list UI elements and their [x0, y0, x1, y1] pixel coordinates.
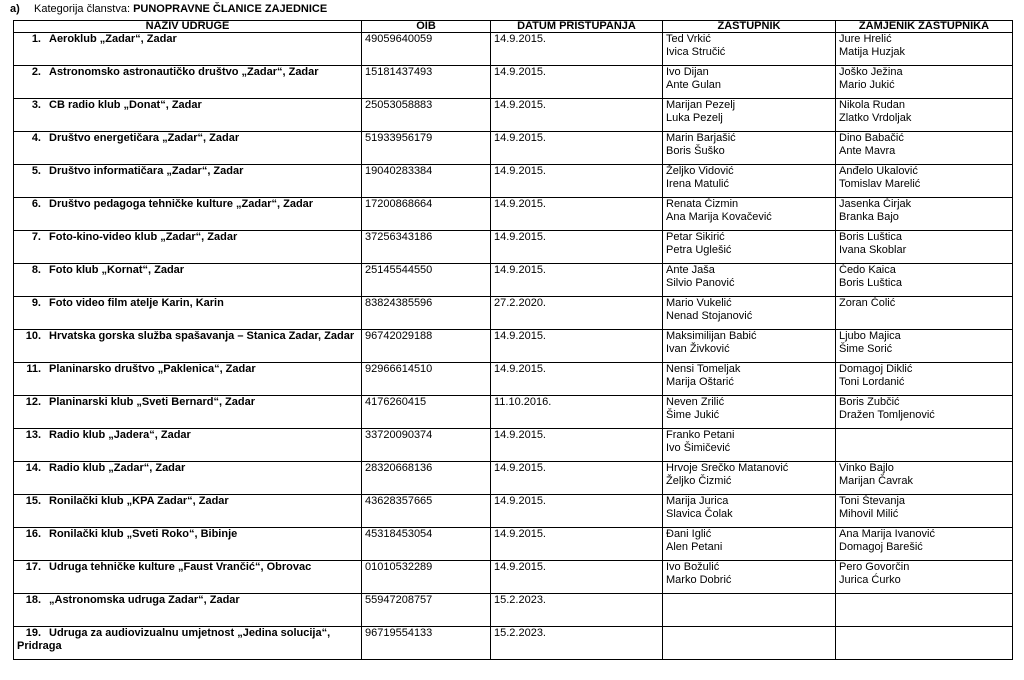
table-row	[14, 330, 1013, 363]
cell-association-name	[14, 429, 362, 462]
cell-representative	[663, 396, 836, 429]
cell-join-date: 14.9.2015.	[491, 528, 663, 561]
cell-representative	[663, 594, 836, 627]
row-number: 15.	[25, 495, 41, 507]
cell-association-name	[14, 561, 362, 594]
cell-deputy	[836, 396, 1013, 429]
cell-representative	[663, 33, 836, 66]
cell-oib: 49059640059	[362, 33, 491, 66]
representative-name: Šime Jukić	[666, 408, 720, 421]
deputy-name: Čedo Kaica	[839, 264, 896, 276]
table-row	[14, 165, 1013, 198]
cell-join-date: 14.9.2015.	[491, 33, 663, 66]
deputy-name: Nikola Rudan	[839, 99, 906, 111]
association-name: CB radio klub „Donat“, Zadar	[49, 99, 202, 111]
column-header-date: DATUM PRISTUPANJA	[491, 21, 663, 33]
cell-oib: 17200868664	[362, 198, 491, 231]
category-name: PUNOPRAVNE ČLANICE ZAJEDNICE	[133, 3, 328, 15]
cell-deputy	[836, 132, 1013, 165]
row-number: 6.	[31, 198, 41, 210]
cell-join-date: 15.2.2023.	[491, 627, 663, 660]
cell-association-name	[14, 99, 362, 132]
table-row	[14, 33, 1013, 66]
table-row	[14, 264, 1013, 297]
cell-representative	[663, 330, 836, 363]
representative-name: Đani Iglić	[666, 528, 712, 540]
cell-join-date: 14.9.2015.	[491, 132, 663, 165]
row-number: 19.	[25, 627, 41, 639]
cell-deputy	[836, 330, 1013, 363]
row-number: 9.	[31, 297, 41, 309]
representative-name: Renata Čizmin	[666, 198, 739, 210]
cell-association-name	[14, 396, 362, 429]
table-row	[14, 429, 1013, 462]
cell-oib: 15181437493	[362, 66, 491, 99]
cell-oib: 33720090374	[362, 429, 491, 462]
deputy-name: Pero Govorčin	[839, 561, 910, 573]
association-name: Društvo informatičara „Zadar“, Zadar	[49, 165, 244, 177]
cell-association-name	[14, 594, 362, 627]
cell-deputy	[836, 363, 1013, 396]
row-number: 3.	[31, 99, 41, 111]
association-name: Radio klub „Jadera“, Zadar	[49, 429, 191, 441]
table-row	[14, 561, 1013, 594]
cell-representative	[663, 462, 836, 495]
deputy-name: Toni Lordanić	[839, 375, 905, 388]
cell-oib: 92966614510	[362, 363, 491, 396]
table-body	[14, 33, 1013, 660]
representative-name: Petar Sikirić	[666, 231, 725, 243]
cell-representative	[663, 132, 836, 165]
cell-join-date: 14.9.2015.	[491, 264, 663, 297]
cell-association-name	[14, 231, 362, 264]
cell-join-date: 14.9.2015.	[491, 330, 663, 363]
category-prefix: Kategorija članstva:	[34, 3, 134, 15]
cell-association-name	[14, 462, 362, 495]
cell-join-date: 14.9.2015.	[491, 462, 663, 495]
cell-join-date: 14.9.2015.	[491, 99, 663, 132]
representative-name: Mario Vukelić	[666, 297, 732, 309]
representative-name: Ivo Božulić	[666, 561, 720, 573]
column-header-name: NAZIV UDRUGE	[14, 21, 362, 33]
cell-representative	[663, 363, 836, 396]
row-number: 8.	[31, 264, 41, 276]
cell-association-name	[14, 495, 362, 528]
row-number: 10.	[25, 330, 41, 342]
representative-name: Boris Šuško	[666, 144, 725, 157]
cell-deputy	[836, 462, 1013, 495]
deputy-name: Boris Luštica	[839, 276, 902, 289]
association-name: Udruga za audiovizualnu umjetnost „Jedina solucija“, Pridraga	[17, 627, 331, 652]
cell-representative	[663, 297, 836, 330]
table-row	[14, 297, 1013, 330]
table-header-row	[14, 21, 1013, 33]
table-row	[14, 462, 1013, 495]
row-number: 11.	[26, 363, 41, 375]
representative-name: Marijan Pezelj	[666, 99, 736, 111]
cell-deputy	[836, 561, 1013, 594]
representative-name: Ted Vrkić	[666, 33, 711, 45]
cell-deputy	[836, 528, 1013, 561]
deputy-name: Anđelo Ukalović	[839, 165, 918, 177]
row-number: 4.	[31, 132, 41, 144]
representative-name: Petra Uglešić	[666, 243, 732, 256]
representative-name: Marija Oštarić	[666, 375, 734, 388]
cell-deputy	[836, 198, 1013, 231]
table-row	[14, 99, 1013, 132]
table-row	[14, 231, 1013, 264]
cell-deputy	[836, 264, 1013, 297]
deputy-name: Domagoj Barešić	[839, 540, 923, 553]
row-number: 13.	[25, 429, 41, 441]
cell-representative	[663, 627, 836, 660]
table-row	[14, 627, 1013, 660]
cell-join-date: 14.9.2015.	[491, 66, 663, 99]
deputy-name: Matija Huzjak	[839, 45, 906, 58]
representative-name: Željko Vidović	[666, 165, 734, 177]
row-number: 7.	[31, 231, 41, 243]
cell-association-name	[14, 528, 362, 561]
table-row	[14, 594, 1013, 627]
row-number: 18.	[25, 594, 41, 606]
cell-oib: 96719554133	[362, 627, 491, 660]
representative-name: Alen Petani	[666, 540, 723, 553]
representative-name: Ivo Dijan	[666, 66, 709, 78]
deputy-name: Vinko Bajlo	[839, 462, 894, 474]
deputy-name: Mario Jukić	[839, 78, 895, 91]
cell-deputy	[836, 495, 1013, 528]
representative-name: Neven Zrilić	[666, 396, 725, 408]
row-number: 16.	[25, 528, 41, 540]
deputy-name: Boris Zubčić	[839, 396, 900, 408]
deputy-name: Ana Marija Ivanović	[839, 528, 935, 540]
row-number: 2.	[31, 66, 41, 78]
row-number: 12.	[25, 396, 41, 408]
cell-representative	[663, 231, 836, 264]
representative-name: Ana Marija Kovačević	[666, 210, 772, 223]
cell-representative	[663, 495, 836, 528]
deputy-name: Ante Mavra	[839, 144, 896, 157]
row-number: 1.	[31, 33, 41, 45]
cell-association-name	[14, 165, 362, 198]
association-name: Foto klub „Kornat“, Zadar	[49, 264, 185, 276]
cell-association-name	[14, 33, 362, 66]
section-heading	[10, 3, 327, 15]
cell-deputy	[836, 627, 1013, 660]
association-name: Radio klub „Zadar“, Zadar	[49, 462, 186, 474]
column-header-representative: ZASTUPNIK	[663, 21, 836, 33]
cell-oib: 19040283384	[362, 165, 491, 198]
cell-join-date: 14.9.2015.	[491, 198, 663, 231]
cell-representative	[663, 561, 836, 594]
row-number: 14.	[25, 462, 41, 474]
cell-oib: 4176260415	[362, 396, 491, 429]
cell-representative	[663, 528, 836, 561]
association-name: Društvo pedagoga tehničke kulture „Zadar“, Zadar	[49, 198, 314, 210]
association-name: Ronilački klub „KPA Zadar“, Zadar	[49, 495, 229, 507]
table-row	[14, 198, 1013, 231]
deputy-name: Jurica Ćurko	[839, 573, 901, 586]
deputy-name: Dražen Tomljenović	[839, 408, 935, 421]
cell-association-name	[14, 627, 362, 660]
row-number: 17.	[25, 561, 41, 573]
association-name: Ronilački klub „Sveti Roko“, Bibinje	[49, 528, 238, 540]
column-header-oib: OIB	[362, 21, 491, 33]
cell-oib: 28320668136	[362, 462, 491, 495]
deputy-name: Zlatko Vrdoljak	[839, 111, 912, 124]
table-row	[14, 396, 1013, 429]
deputy-name: Mihovil Milić	[839, 507, 899, 520]
cell-representative	[663, 66, 836, 99]
table-row	[14, 66, 1013, 99]
section-letter: a)	[10, 3, 20, 15]
deputy-name: Šime Sorić	[839, 342, 893, 355]
table-row	[14, 495, 1013, 528]
deputy-name: Branka Bajo	[839, 210, 899, 223]
table-row	[14, 528, 1013, 561]
cell-oib: 01010532289	[362, 561, 491, 594]
deputy-name: Tomislav Marelić	[839, 177, 921, 190]
cell-join-date: 14.9.2015.	[491, 429, 663, 462]
deputy-name: Joško Ježina	[839, 66, 903, 78]
cell-deputy	[836, 99, 1013, 132]
representative-name: Ivo Šimičević	[666, 441, 731, 454]
deputy-name: Toni Števanja	[839, 495, 906, 507]
cell-join-date: 14.9.2015.	[491, 363, 663, 396]
deputy-name: Domagoj Diklić	[839, 363, 913, 375]
representative-name: Nensi Tomeljak	[666, 363, 741, 375]
representative-name: Luka Pezelj	[666, 111, 723, 124]
representative-name: Marin Barjašić	[666, 132, 736, 144]
association-name: „Astronomska udruga Zadar“, Zadar	[49, 594, 240, 606]
association-name: Astronomsko astronautičko društvo „Zadar“, Zadar	[49, 66, 319, 78]
cell-oib: 25053058883	[362, 99, 491, 132]
representative-name: Ivica Stručić	[666, 45, 726, 58]
cell-association-name	[14, 198, 362, 231]
association-name: Udruga tehničke kulture „Faust Vrančić“, Obrovac	[49, 561, 312, 573]
cell-association-name	[14, 132, 362, 165]
cell-association-name	[14, 297, 362, 330]
cell-oib: 45318453054	[362, 528, 491, 561]
cell-oib: 37256343186	[362, 231, 491, 264]
representative-name: Silvio Panović	[666, 276, 735, 289]
representative-name: Irena Matulić	[666, 177, 729, 190]
cell-deputy	[836, 297, 1013, 330]
representative-name: Hrvoje Srečko Matanović	[666, 462, 789, 474]
representative-name: Slavica Čolak	[666, 507, 733, 520]
association-name: Planinarski klub „Sveti Bernard“, Zadar	[49, 396, 256, 408]
cell-join-date: 11.10.2016.	[491, 396, 663, 429]
representative-name: Ante Jaša	[666, 264, 715, 276]
deputy-name: Boris Luštica	[839, 231, 902, 243]
cell-oib: 96742029188	[362, 330, 491, 363]
cell-association-name	[14, 363, 362, 396]
association-name: Foto-kino-video klub „Zadar“, Zadar	[49, 231, 238, 243]
cell-join-date: 14.9.2015.	[491, 231, 663, 264]
cell-association-name	[14, 66, 362, 99]
representative-name: Maksimilijan Babić	[666, 330, 757, 342]
association-name: Foto video film atelje Karin, Karin	[49, 297, 224, 309]
deputy-name: Ivana Skoblar	[839, 243, 907, 256]
cell-deputy	[836, 231, 1013, 264]
deputy-name: Marijan Čavrak	[839, 474, 913, 487]
representative-name: Marko Dobrić	[666, 573, 732, 586]
association-name: Društvo energetičara „Zadar“, Zadar	[49, 132, 240, 144]
cell-representative	[663, 198, 836, 231]
deputy-name: Dino Babačić	[839, 132, 904, 144]
category-title	[34, 3, 327, 15]
cell-join-date: 15.2.2023.	[491, 594, 663, 627]
cell-join-date: 14.9.2015.	[491, 561, 663, 594]
cell-representative	[663, 264, 836, 297]
cell-oib: 83824385596	[362, 297, 491, 330]
cell-association-name	[14, 330, 362, 363]
representative-name: Ivan Živković	[666, 342, 730, 355]
cell-deputy	[836, 66, 1013, 99]
cell-oib: 43628357665	[362, 495, 491, 528]
representative-name: Franko Petani	[666, 429, 735, 441]
deputy-name: Jasenka Čirjak	[839, 198, 912, 210]
cell-representative	[663, 99, 836, 132]
cell-oib: 55947208757	[362, 594, 491, 627]
cell-representative	[663, 165, 836, 198]
cell-join-date: 27.2.2020.	[491, 297, 663, 330]
cell-join-date: 14.9.2015.	[491, 165, 663, 198]
representative-name: Nenad Stojanović	[666, 309, 753, 322]
cell-join-date: 14.9.2015.	[491, 495, 663, 528]
association-name: Planinarsko društvo „Paklenica“, Zadar	[49, 363, 256, 375]
cell-oib: 51933956179	[362, 132, 491, 165]
members-table	[13, 20, 1013, 660]
column-header-deputy: ZAMJENIK ZASTUPNIKA	[836, 21, 1013, 33]
cell-deputy	[836, 33, 1013, 66]
association-name: Hrvatska gorska služba spašavanja – Stanica Zadar, Zadar	[49, 330, 355, 342]
row-number: 5.	[31, 165, 41, 177]
representative-name: Željko Čizmić	[666, 474, 732, 487]
cell-deputy	[836, 594, 1013, 627]
cell-association-name	[14, 264, 362, 297]
cell-deputy	[836, 165, 1013, 198]
representative-name: Ante Gulan	[666, 78, 722, 91]
deputy-name: Jure Hrelić	[839, 33, 892, 45]
deputy-name: Ljubo Majica	[839, 330, 901, 342]
association-name: Aeroklub „Zadar“, Zadar	[49, 33, 177, 45]
cell-deputy	[836, 429, 1013, 462]
cell-oib: 25145544550	[362, 264, 491, 297]
table-row	[14, 363, 1013, 396]
cell-representative	[663, 429, 836, 462]
table-row	[14, 132, 1013, 165]
representative-name: Marija Jurica	[666, 495, 729, 507]
deputy-name: Zoran Čolić	[839, 297, 896, 309]
